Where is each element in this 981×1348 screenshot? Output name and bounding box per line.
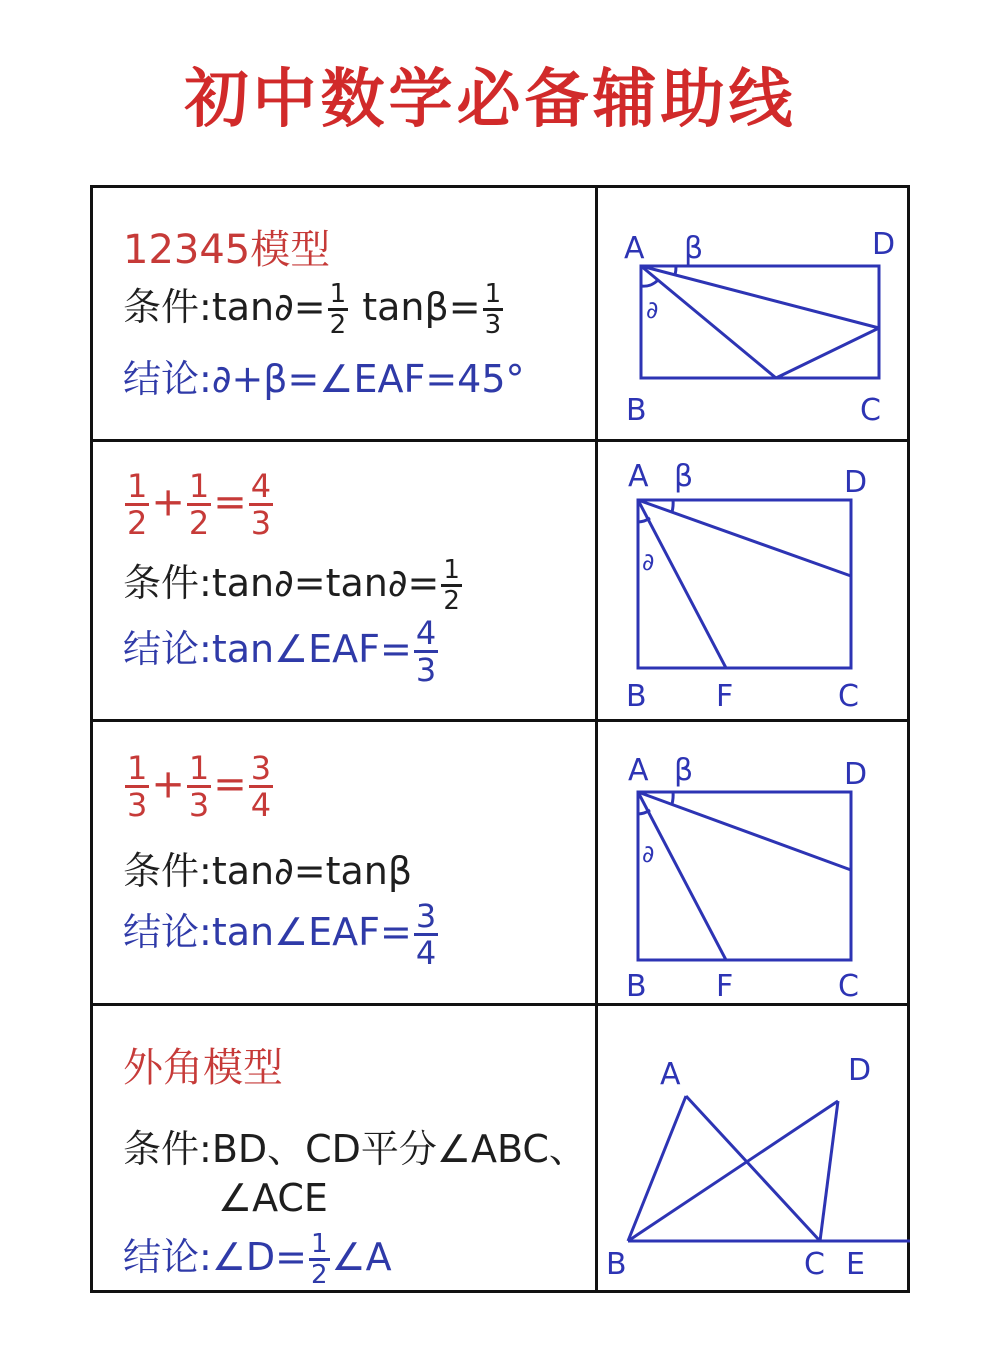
conclusion-prefix: 结论: xyxy=(123,357,212,401)
label-b: B xyxy=(626,969,647,1003)
label-beta: β xyxy=(684,231,704,266)
operator: + xyxy=(151,761,185,808)
conclusion-prefix: 结论: xyxy=(123,1235,212,1279)
text-cell xyxy=(93,722,598,1003)
numerator: 1 xyxy=(188,749,210,787)
operator: = xyxy=(213,761,247,808)
numerator: 3 xyxy=(415,897,437,935)
text-cell xyxy=(93,188,598,439)
figure-half-half xyxy=(598,442,910,719)
label-alpha: ∂ xyxy=(642,548,655,576)
fraction xyxy=(249,749,273,824)
condition-text: tanβ= xyxy=(350,285,481,329)
conclusion-text: tan∠EAF= xyxy=(211,910,412,954)
fraction xyxy=(187,467,211,542)
numerator: 1 xyxy=(310,1229,328,1259)
fraction xyxy=(441,557,462,614)
condition-line xyxy=(123,1118,587,1173)
numerator: 1 xyxy=(329,279,347,309)
numerator: 4 xyxy=(250,467,272,505)
row-heading: 外角模型 xyxy=(123,1045,283,1091)
operator: + xyxy=(151,479,185,526)
label-c: C xyxy=(804,1247,825,1282)
text-cell xyxy=(93,1006,598,1290)
denominator: 4 xyxy=(250,786,272,824)
label-a: A xyxy=(660,1057,681,1092)
fraction xyxy=(309,1231,330,1288)
label-d: D xyxy=(848,1053,872,1088)
label-f: F xyxy=(716,679,734,714)
fraction xyxy=(483,281,504,338)
label-c: C xyxy=(838,969,859,1003)
denominator: 2 xyxy=(188,504,210,542)
label-c: C xyxy=(838,679,859,714)
denominator: 3 xyxy=(188,786,210,824)
label-f: F xyxy=(716,969,734,1003)
denominator: 4 xyxy=(415,934,437,972)
label-a: A xyxy=(628,459,649,494)
conclusion-text: ∠D= xyxy=(211,1235,307,1279)
fraction xyxy=(187,749,211,824)
condition-text: BD、CD平分∠ABC、 xyxy=(211,1127,587,1171)
denominator: 3 xyxy=(415,651,437,689)
conclusion-prefix: 结论: xyxy=(123,910,212,954)
figure-third-third xyxy=(598,722,910,1003)
condition-line xyxy=(123,840,412,895)
label-a: A xyxy=(628,753,649,788)
condition-prefix: 条件: xyxy=(123,1127,212,1171)
denominator: 3 xyxy=(127,786,148,824)
row-heading: 12345模型 xyxy=(123,227,331,273)
fraction xyxy=(414,897,438,972)
fraction xyxy=(125,749,149,824)
label-b: B xyxy=(626,393,647,428)
numerator: 1 xyxy=(188,467,210,505)
label-b: B xyxy=(626,679,647,714)
label-alpha: ∂ xyxy=(642,840,655,868)
figure-cell xyxy=(598,722,910,1003)
numerator: 1 xyxy=(484,279,502,309)
label-beta: β xyxy=(674,753,694,788)
fraction xyxy=(414,614,438,689)
fraction xyxy=(249,467,273,542)
table-row xyxy=(93,722,907,1006)
denominator: 2 xyxy=(127,504,148,542)
condition-text: tan∂=tanβ xyxy=(211,849,413,893)
conclusion-text: ∠A xyxy=(331,1235,392,1279)
figure-cell xyxy=(598,442,910,719)
conclusion-line xyxy=(123,1226,392,1288)
condition-prefix: 条件: xyxy=(123,561,212,605)
denominator: 3 xyxy=(250,504,272,542)
text-cell xyxy=(93,442,598,719)
label-c: C xyxy=(860,393,881,428)
label-beta: β xyxy=(674,459,694,494)
table-row xyxy=(93,442,907,722)
numerator: 1 xyxy=(127,467,148,505)
numerator: 1 xyxy=(443,555,460,585)
label-d: D xyxy=(844,465,868,500)
denominator: 2 xyxy=(443,586,460,616)
table-row xyxy=(93,188,907,442)
page-title: 初中数学必备辅助线 xyxy=(184,63,797,137)
conclusion-line xyxy=(123,348,525,403)
label-b: B xyxy=(606,1247,627,1282)
condition-text: tan∂= xyxy=(211,285,326,329)
auxiliary-lines-table xyxy=(90,185,910,1293)
condition-prefix: 条件: xyxy=(123,849,212,893)
conclusion-line xyxy=(123,897,440,972)
label-d: D xyxy=(872,227,896,262)
condition-text: tan∂=tan∂= xyxy=(211,561,440,605)
conclusion-prefix: 结论: xyxy=(123,627,212,671)
figure-exterior-angle xyxy=(598,1006,910,1287)
label-a: A xyxy=(624,231,645,266)
denominator: 2 xyxy=(310,1260,328,1290)
figure-cell xyxy=(598,1006,910,1290)
numerator: 3 xyxy=(250,749,272,787)
row-heading xyxy=(123,467,275,542)
condition-line xyxy=(123,552,464,614)
fraction xyxy=(328,281,349,338)
fraction xyxy=(125,467,149,542)
conclusion-text: ∂+β=∠EAF=45° xyxy=(211,357,525,401)
condition-prefix: 条件: xyxy=(123,285,212,329)
label-e: E xyxy=(846,1247,865,1282)
operator: = xyxy=(213,479,247,526)
condition-line-2: ∠ACE xyxy=(218,1176,328,1220)
figure-12345 xyxy=(598,188,910,439)
table-row xyxy=(93,1006,907,1290)
figure-cell xyxy=(598,188,910,439)
numerator: 4 xyxy=(415,614,437,652)
condition-line xyxy=(123,276,505,338)
row-heading xyxy=(123,749,275,824)
label-d: D xyxy=(844,757,868,792)
denominator: 2 xyxy=(329,310,347,340)
label-alpha: ∂ xyxy=(646,296,659,324)
conclusion-text: tan∠EAF= xyxy=(211,627,412,671)
conclusion-line xyxy=(123,614,440,689)
denominator: 3 xyxy=(484,310,502,340)
numerator: 1 xyxy=(127,749,148,787)
